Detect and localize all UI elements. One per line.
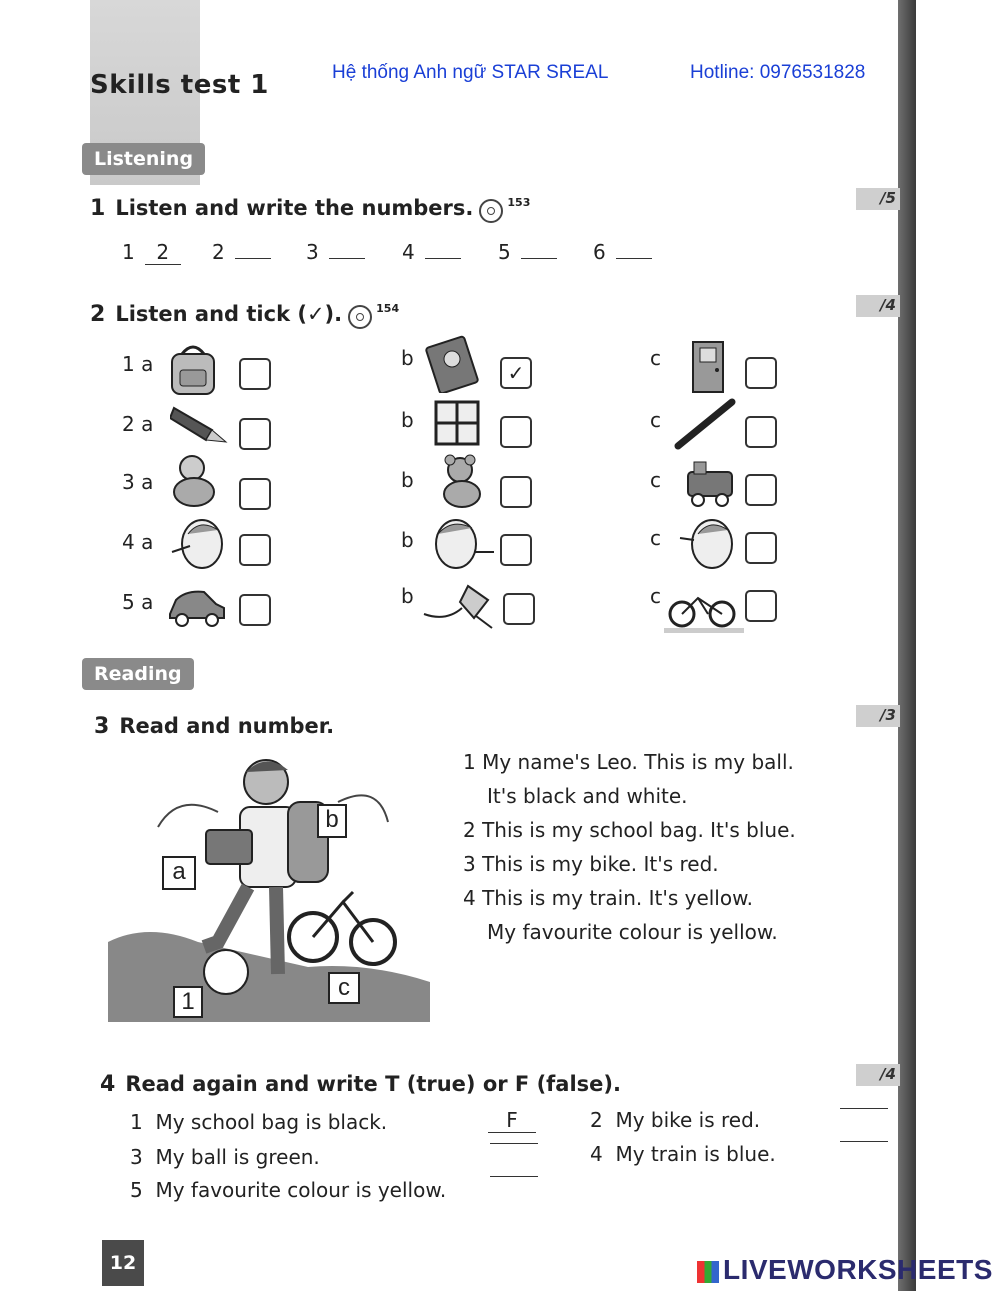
- pencil-icon: [170, 400, 230, 445]
- score-tab-1: /5: [856, 188, 900, 210]
- reading-section-label: Reading: [82, 658, 194, 690]
- q2-heading: 2 Listen and tick (✓). $^{154}$: [90, 302, 400, 327]
- q3-line: 1 My name's Leo. This is my ball.: [463, 750, 794, 774]
- q2-tick-box[interactable]: [745, 474, 777, 506]
- kite-icon: [416, 582, 500, 632]
- page-edge-shadow: [898, 0, 916, 1291]
- q3-line: My favourite colour is yellow.: [487, 920, 778, 944]
- q2-tick-box[interactable]: [503, 593, 535, 625]
- pen-icon: [672, 396, 740, 452]
- q2-tick-box[interactable]: ✓: [500, 357, 532, 389]
- mouth-icon: [428, 514, 498, 576]
- q3-line: 2 This is my school bag. It's blue.: [463, 818, 796, 842]
- q2-option-label: c: [650, 468, 661, 492]
- hotline: Hotline: 0976531828: [690, 62, 866, 83]
- q4-item: 2 My bike is red.: [590, 1108, 761, 1132]
- q1-answer-field[interactable]: [521, 258, 557, 259]
- q1-answer-field[interactable]: 2: [145, 240, 181, 265]
- q2-option-label: b: [401, 408, 414, 432]
- picture-label-a: a: [162, 856, 196, 890]
- q1-answer-field[interactable]: [329, 258, 365, 259]
- q2-row-label: 5 a: [122, 590, 154, 614]
- doll-icon: [162, 452, 230, 512]
- q1-answer-field[interactable]: [235, 258, 271, 259]
- school-name: Hệ thống Anh ngữ STAR SREAL: [332, 62, 609, 83]
- q1-answer-field[interactable]: [616, 258, 652, 259]
- score-tab-2: /4: [856, 295, 900, 317]
- q2-option-label: b: [401, 528, 414, 552]
- page-title: Skills test 1: [90, 70, 269, 100]
- q2-tick-box[interactable]: [745, 416, 777, 448]
- q1-heading: 1 Listen and write the numbers. $^{153}$: [90, 196, 531, 221]
- page-number: 12: [102, 1240, 144, 1286]
- q4-answer-field[interactable]: [840, 1108, 888, 1109]
- q2-option-label: c: [650, 346, 661, 370]
- q2-option-label: c: [650, 408, 661, 432]
- boy-illustration: [108, 752, 430, 1022]
- bike-icon: [664, 588, 744, 634]
- picture-label-b: b: [317, 804, 347, 838]
- q1-item: 6: [593, 240, 652, 264]
- q2-tick-box[interactable]: [239, 534, 271, 566]
- score-tab-3: /3: [856, 705, 900, 727]
- q2-tick-box[interactable]: [745, 532, 777, 564]
- ear-icon: [676, 514, 740, 576]
- car-icon: [166, 586, 228, 630]
- listening-section-label: Listening: [82, 143, 205, 175]
- q2-option-label: b: [401, 584, 414, 608]
- q2-tick-box[interactable]: [500, 476, 532, 508]
- q2-tick-box[interactable]: [239, 594, 271, 626]
- picture-label-1: 1: [173, 986, 203, 1018]
- window-icon: [432, 398, 484, 448]
- q1-item: 4: [402, 240, 461, 264]
- q2-row-label: 3 a: [122, 470, 154, 494]
- q2-tick-box[interactable]: [239, 478, 271, 510]
- train-icon: [682, 458, 742, 508]
- q1-item: 2: [212, 240, 271, 264]
- q2-option-label: c: [650, 526, 661, 550]
- cd-icon: [348, 305, 372, 329]
- q2-option-label: b: [401, 346, 414, 370]
- cd-icon: [479, 199, 503, 223]
- q3-heading: 3 Read and number.: [94, 714, 335, 739]
- q2-row-label: 4 a: [122, 530, 154, 554]
- q4-item: 5 My favourite colour is yellow.: [130, 1178, 447, 1202]
- liveworksheets-icon: [697, 1261, 719, 1283]
- q2-option-label: b: [401, 468, 414, 492]
- q4-item: 4 My train is blue.: [590, 1142, 776, 1166]
- book-icon: [424, 335, 486, 393]
- q4-answer-field[interactable]: [490, 1176, 538, 1177]
- q1-answer-field[interactable]: [425, 258, 461, 259]
- q4-heading: 4 Read again and write T (true) or F (false).: [100, 1072, 621, 1097]
- q4-answer-field[interactable]: [840, 1141, 888, 1142]
- q2-tick-box[interactable]: [745, 590, 777, 622]
- q4-answer-field[interactable]: [490, 1143, 538, 1144]
- door-icon: [688, 338, 728, 396]
- liveworksheets-logo: LIVEWORKSHEETS: [697, 1254, 993, 1286]
- q3-line: It's black and white.: [487, 784, 688, 808]
- q2-tick-box[interactable]: [239, 418, 271, 450]
- q4-answer-field[interactable]: F: [488, 1108, 536, 1133]
- q2-tick-box[interactable]: [500, 534, 532, 566]
- q1-item: 3: [306, 240, 365, 264]
- q3-text: [463, 745, 863, 949]
- q1-item: 5: [498, 240, 557, 264]
- q3-line: 3 This is my bike. It's red.: [463, 852, 719, 876]
- q4-item: 3 My ball is green.: [130, 1145, 320, 1169]
- q2-row-label: 1 a: [122, 352, 154, 376]
- teddy-bear-icon: [430, 452, 494, 510]
- q2-tick-box[interactable]: [239, 358, 271, 390]
- q2-option-label: c: [650, 584, 661, 608]
- score-tab-4: /4: [856, 1064, 900, 1086]
- nose-icon: [166, 514, 228, 576]
- q4-item: 1 My school bag is black.: [130, 1110, 388, 1134]
- picture-label-c: c: [328, 972, 360, 1004]
- school-bag-icon: [162, 340, 224, 398]
- q2-row-label: 2 a: [122, 412, 154, 436]
- q3-line: 4 This is my train. It's yellow.: [463, 886, 753, 910]
- q2-tick-box[interactable]: [500, 416, 532, 448]
- q1-item: 1 2: [122, 240, 181, 265]
- q2-tick-box[interactable]: [745, 357, 777, 389]
